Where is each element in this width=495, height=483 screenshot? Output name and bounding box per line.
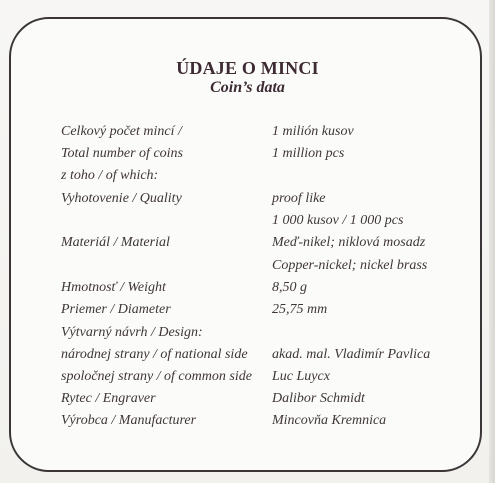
row-value: Mincovňa Kremnica — [272, 413, 387, 428]
row-value: 25,75 mm — [272, 302, 328, 317]
row-value: 1 million pcs — [272, 146, 345, 161]
row-value: Luc Luycx — [272, 369, 330, 384]
row-value: proof like — [272, 191, 326, 206]
row-label: Vyhotovenie / Quality — [61, 191, 182, 206]
row-value: akad. mal. Vladimír Pavlica — [272, 347, 431, 362]
row-label: spoločnej strany / of common side — [61, 369, 252, 384]
row-label: Materiál / Material — [61, 235, 170, 250]
row-label: Celkový počet mincí / — [61, 124, 182, 139]
row-value: 1 milión kusov — [272, 124, 354, 139]
row-value: 1 000 kusov / 1 000 pcs — [272, 213, 404, 228]
row-label: Hmotnosť / Weight — [61, 280, 166, 295]
document-subtitle: Coin’s data — [210, 79, 285, 96]
row-label: z toho / of which: — [61, 168, 159, 183]
row-value: Copper-nickel; nickel brass — [272, 258, 428, 273]
row-label: Rytec / Engraver — [61, 391, 156, 406]
document-title: ÚDAJE O MINCI — [176, 58, 319, 78]
row-value: 8,50 g — [272, 280, 307, 295]
row-label: Total number of coins — [61, 146, 183, 161]
row-label: Priemer / Diameter — [61, 302, 171, 317]
row-label: Výrobca / Manufacturer — [61, 413, 197, 428]
row-value: Meď-nikel; niklová mosadz — [272, 235, 426, 250]
row-label: národnej strany / of national side — [61, 347, 248, 362]
row-label: Výtvarný návrh / Design: — [61, 325, 203, 340]
row-value: Dalibor Schmidt — [272, 391, 365, 406]
